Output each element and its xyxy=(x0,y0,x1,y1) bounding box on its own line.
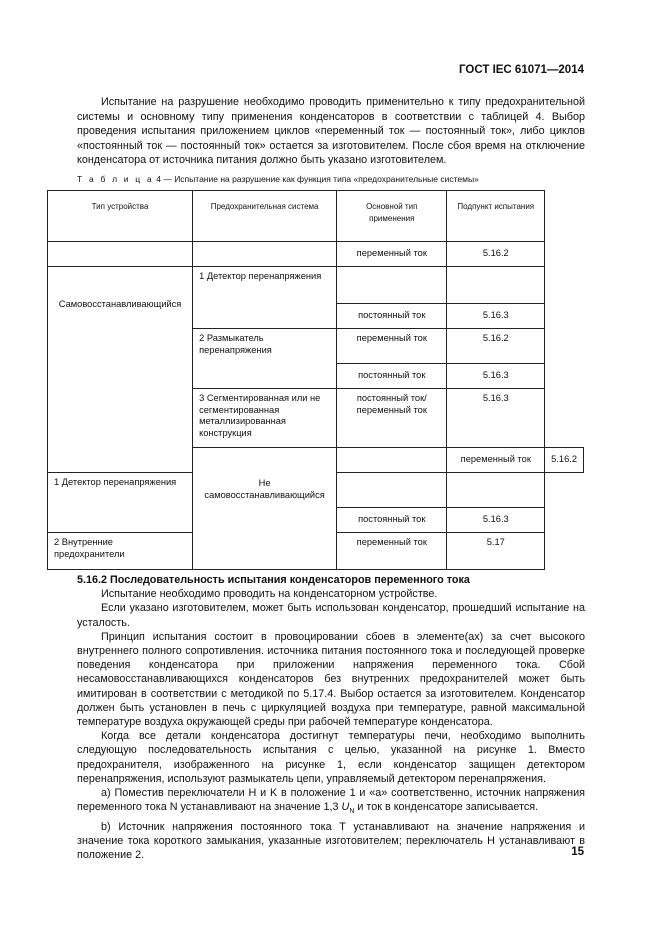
document-code: ГОСТ IEC 61071—2014 xyxy=(459,64,584,76)
page-number: 15 xyxy=(571,846,584,858)
cell-protection: 1 Детектор перенапряжения xyxy=(48,473,193,533)
table-header-row xyxy=(48,191,584,242)
voltage-symbol: U xyxy=(341,801,350,814)
cell-application: постоянный ток xyxy=(337,364,447,389)
cell-subclause: 5.16.3 xyxy=(447,364,545,389)
table-caption xyxy=(77,174,479,184)
cell-application: постоянный ток/переменный ток xyxy=(337,389,447,448)
cell-subclause: 5.17 xyxy=(447,533,545,570)
header-device-type: Тип устройства xyxy=(48,191,193,242)
cell-empty xyxy=(337,267,447,304)
cell-subclause: 5.16.3 xyxy=(447,508,545,533)
paragraph xyxy=(77,786,585,820)
cell-application: постоянный ток xyxy=(337,304,447,329)
section-5-16-2 xyxy=(77,573,585,862)
voltage-subscript: N xyxy=(349,808,355,816)
header-application: Основной тип применения xyxy=(337,191,447,242)
paragraph-part: и ток в конденсаторе записывается. xyxy=(354,801,539,814)
cell-group-non-self-healing: Не самовосстанавливающийся xyxy=(193,448,337,570)
cell-group-self-healing: Самовосстанавливающийся xyxy=(48,267,193,473)
cell-protection: 1 Детектор перенапряжения xyxy=(193,267,337,329)
paragraph: Испытание необходимо проводить на конденсаторном устройстве. xyxy=(101,588,438,601)
cell-protection: 3 Сегментированная или не сегментированная металлизированная конструкция xyxy=(193,389,337,448)
cell-protection: 2 Внутренние предохранители xyxy=(48,533,193,570)
cell-protection: 2 Размыкатель перенапряжения xyxy=(193,329,337,389)
cell-subclause: 5.16.3 xyxy=(447,389,545,448)
cell-subclause: 5.16.3 xyxy=(447,304,545,329)
test-table xyxy=(47,190,584,570)
cell-subclause: 5.16.2 xyxy=(545,448,584,473)
intro-paragraph: Испытание на разрушение необходимо проводить применительно к типу предохранительной системы и основному типу применения конденсаторов в соответствии с таблицей 4. Выбор проведения испытания приложением циклов «переменный ток — постоянный ток», либо циклов «постоянный ток — постоянный ток» остается за изготовителем. После сбоя время на отключение конденсатора от источника питания должно быть указано изготовителем. xyxy=(77,96,585,166)
table-row xyxy=(48,267,584,304)
cell-application: переменный ток xyxy=(337,242,447,267)
cell-empty xyxy=(337,473,447,508)
cell-subclause: 5.16.2 xyxy=(447,329,545,364)
section-heading: 5.16.2 Последовательность испытания конденсаторов переменного тока xyxy=(77,574,470,586)
cell-empty xyxy=(447,473,545,508)
cell-application: переменный ток xyxy=(337,329,447,364)
table-row xyxy=(48,242,584,267)
header-protection-system: Предохранительная система xyxy=(193,191,337,242)
table-caption-text: 4 — Испытание на разрушение как функция типа «предохранительные системы» xyxy=(156,174,479,184)
paragraph-part: a) Поместив переключатели H и K в положение 1 и «a» соответственно, источник напряжения переменного тока N устанавливают на значение 1,3 xyxy=(77,787,585,814)
cell-subclause: 5.16.2 xyxy=(447,242,545,267)
cell-empty xyxy=(447,267,545,304)
paragraph: Принцип испытания состоит в провоцировании сбоев в элементе(ах) за счет высокого внутреннего полного сопротивления. источника питания постоянного тока и последующей проверке поведения конденсатора при приложении напряжения переменного тока. Сбой несамовосстанавливающихся конденсаторов без внутренних предохранителей может быть имитирован в соответствии с методикой по 5.17.4. Выбор остается за изготовителем. Конденсатор должен быть установлен в печь с циркуляцией воздуха при температуре, равной максимальной температуре воздуха окружающей среды при рабочей температуре конденсатора. xyxy=(77,630,585,729)
table-caption-label: Т а б л и ц а xyxy=(77,174,154,184)
paragraph: Если указано изготовителем, может быть использован конденсатор, прошедший испытание на усталость. xyxy=(77,602,585,629)
cell-empty xyxy=(337,448,447,473)
cell-empty xyxy=(193,242,337,267)
paragraph: b) Источник напряжения постоянного тока T устанавливают на значение напряжения и значение тока короткого замыкания, указанные изготовителем; переключатель H устанавливают в положение 2. xyxy=(77,820,585,862)
cell-application: постоянный ток xyxy=(337,508,447,533)
cell-empty xyxy=(48,242,193,267)
header-subclause: Подпункт испытания xyxy=(447,191,545,242)
cell-application: переменный ток xyxy=(447,448,545,473)
paragraph: Когда все детали конденсатора достигнут температуры печи, необходимо выполнить следующую последовательность испытания с целью, указанной на рисунке 1. Вместо предохранителя, изображенного на рисунке 1, если конденсатор защищен детектором перенапряжения, используют размыкатель цепи, управляемый детектором перенапряжения. xyxy=(77,730,585,785)
cell-application: переменный ток xyxy=(337,533,447,570)
